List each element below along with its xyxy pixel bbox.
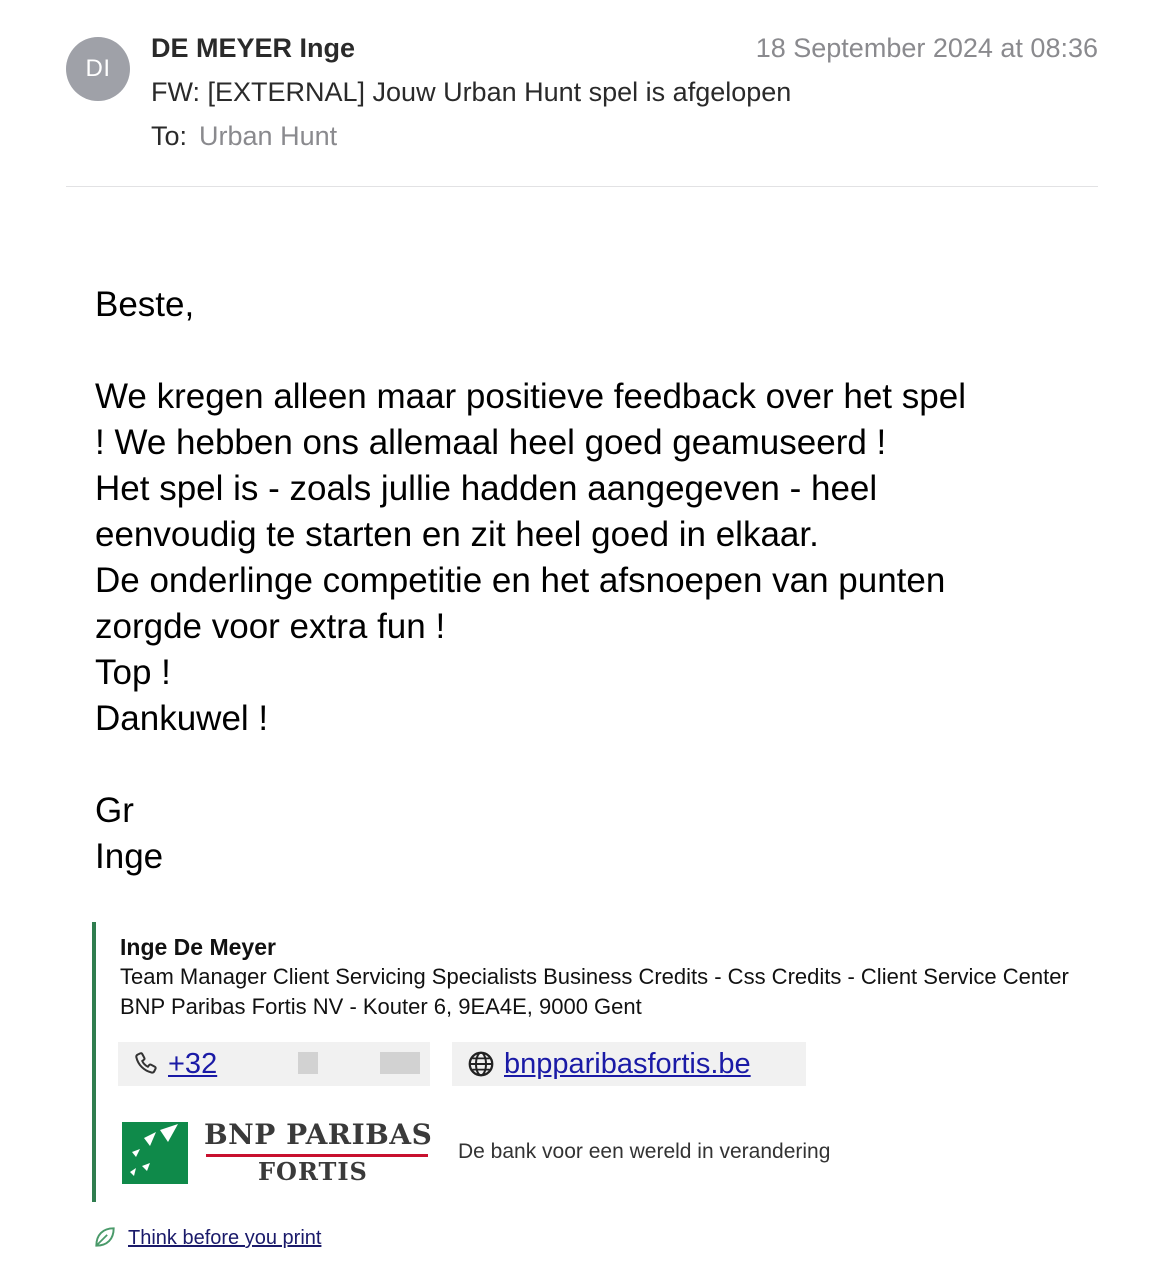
closing-line: Gr — [95, 791, 134, 830]
body-line: zorgde voor extra fun ! — [95, 607, 446, 646]
bank-tagline: De bank voor een wereld in verandering — [458, 1140, 831, 1163]
website-link[interactable]: bnpparibasfortis.be — [504, 1047, 751, 1080]
header-divider — [66, 186, 1098, 187]
bnp-wordmark: BNP PARIBAS — [204, 1118, 433, 1151]
body-line: ! We hebben ons allemaal heel goed geamuseerd ! — [95, 423, 887, 462]
bnp-wordmark-sub: FORTIS — [258, 1157, 368, 1186]
phone-chip — [118, 1042, 430, 1086]
sender-name[interactable]: DE MEYER Inge — [151, 33, 356, 63]
body-line: Dankuwel ! — [95, 699, 269, 738]
to-label: To: — [151, 121, 188, 151]
body-line: We kregen alleen maar positieve feedback over het spel — [95, 377, 966, 416]
paragraph-gap — [95, 742, 1145, 788]
message-body — [95, 282, 1145, 880]
avatar-initials: DI — [85, 55, 111, 82]
think-before-print-link[interactable]: Think before you print — [128, 1227, 322, 1249]
bnp-stars-logo-icon — [122, 1122, 188, 1184]
website-chip — [452, 1042, 806, 1086]
message-subject: FW: [EXTERNAL] Jouw Urban Hunt spel is afgelopen — [151, 77, 792, 107]
body-line: Het spel is - zoals jullie hadden aangegeven - heel — [95, 469, 878, 508]
redaction-mark — [298, 1052, 318, 1074]
body-line: Top ! — [95, 653, 171, 692]
body-line: eenvoudig te starten en zit heel goed in elkaar. — [95, 515, 819, 554]
recipient-line — [151, 121, 337, 152]
signature-role: Team Manager Client Servicing Specialists Business Credits - Css Credits - Client Service Center — [120, 964, 1069, 989]
phone-link[interactable]: +32 — [168, 1047, 218, 1080]
email-signature — [92, 922, 1162, 1202]
signature-address: BNP Paribas Fortis NV - Kouter 6, 9EA4E, 9000 Gent — [120, 994, 642, 1019]
print-note — [92, 1224, 321, 1250]
message-date: 18 September 2024 at 08:36 — [755, 33, 1098, 63]
leaf-icon — [92, 1224, 118, 1250]
paragraph-gap — [95, 328, 1145, 374]
greeting: Beste, — [95, 285, 195, 324]
phone-icon — [132, 1049, 162, 1079]
body-line: De onderlinge competitie en het afsnoepen van punten — [95, 561, 946, 600]
closing-line: Inge — [95, 837, 164, 876]
redaction-mark — [380, 1052, 420, 1074]
recipient-name[interactable]: Urban Hunt — [199, 121, 338, 151]
globe-icon — [466, 1049, 496, 1079]
signature-name: Inge De Meyer — [120, 934, 276, 960]
avatar — [66, 37, 130, 101]
